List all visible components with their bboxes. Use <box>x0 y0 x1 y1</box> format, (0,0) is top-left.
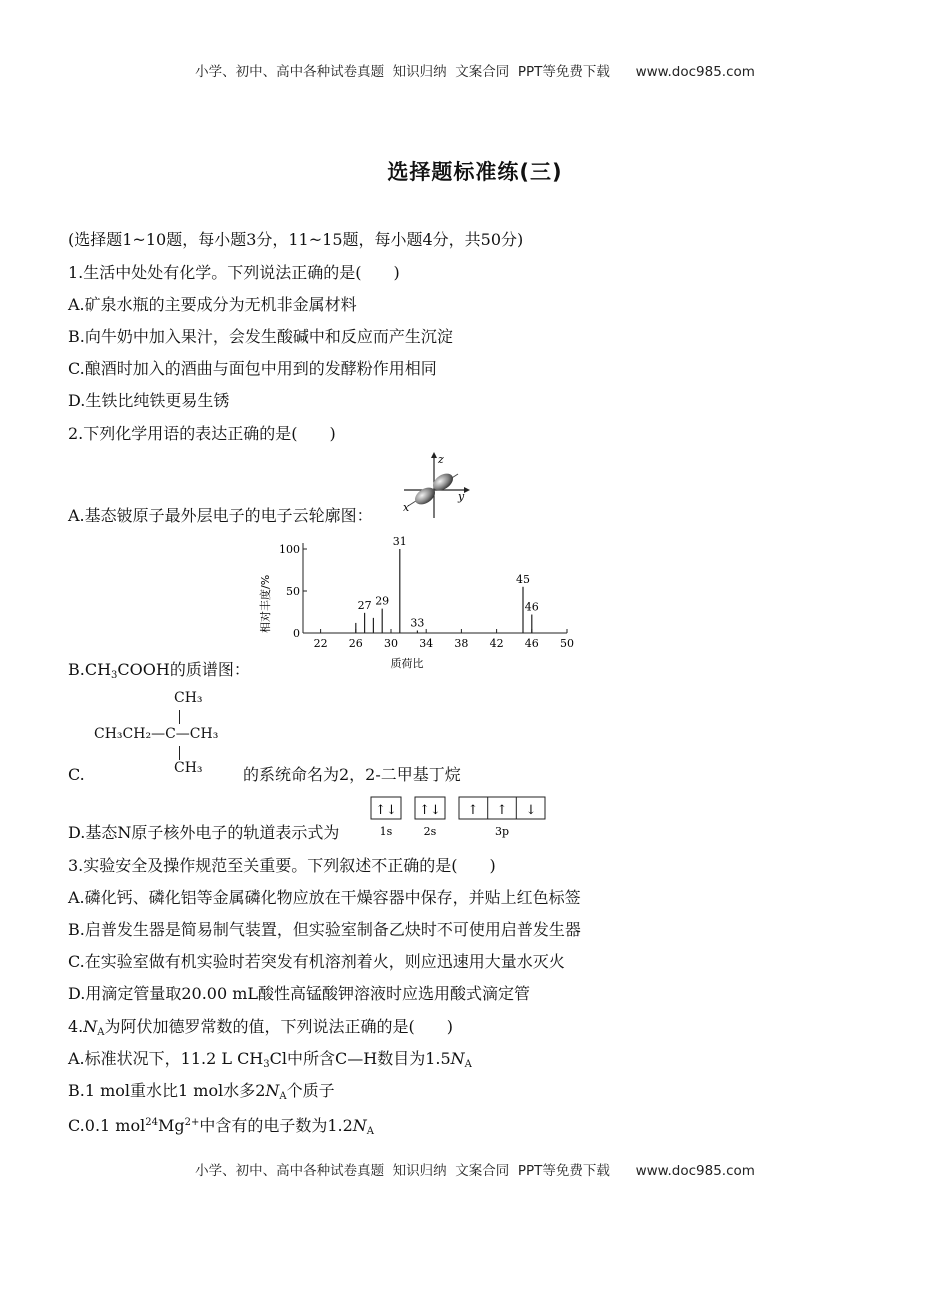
q4-b-post: 个质子 <box>286 1081 335 1100</box>
x-tick-label: 50 <box>560 637 574 650</box>
q4-c-mid: Mg <box>157 1116 185 1135</box>
q2-option-d: D.基态N原子核外电子的轨道表示式为 <box>68 823 340 842</box>
box-3p-2: ↑ <box>496 803 508 818</box>
structure-top-bond <box>179 710 180 724</box>
chart-axes <box>303 543 567 633</box>
q4-na-sub: A <box>97 1027 105 1038</box>
y-tick-label: 50 <box>286 585 300 598</box>
x-tick-label: 46 <box>524 637 539 650</box>
axis-x-label: x <box>403 501 410 514</box>
box-1s: ↑↓ <box>375 803 397 818</box>
chart-bars <box>356 549 532 633</box>
q4-number: 4. <box>68 1017 84 1036</box>
axis-y-label: y <box>458 490 465 503</box>
q4-a-sub: 3 <box>263 1059 270 1070</box>
q3-option-b: B.启普发生器是简易制气装置，但实验室制备乙炔时不可使用启普发生器 <box>68 920 581 939</box>
q1-stem: 1.生活中处处有化学。下列说法正确的是( ) <box>68 263 400 282</box>
q4-b-na: N <box>265 1081 280 1100</box>
q4-a-pre: A.标准状况下，11.2 L CH <box>68 1049 264 1068</box>
x-tick-label: 34 <box>419 637 434 650</box>
q2-b-suffix: COOH的质谱图： <box>117 660 250 679</box>
structure-top: CH₃ <box>174 690 203 706</box>
x-tick-label: 30 <box>384 637 398 650</box>
x-tick-label: 26 <box>348 637 363 650</box>
q1-option-d: D.生铁比纯铁更易生锈 <box>68 391 230 410</box>
q4-a-na: N <box>450 1049 465 1068</box>
page-header: 小学、初中、高中各种试卷真题 知识归纳 文案合同 PPT等免费下载 www.doc985.com <box>195 64 755 80</box>
instructions: (选择题1~10题，每小题3分，11~15题，每小题4分，共50分) <box>68 230 524 249</box>
q1-option-c: C.酿酒时加入的酒曲与面包中用到的发酵粉作用相同 <box>68 359 437 378</box>
q4-stem-rest: 为阿伏加德罗常数的值，下列说法正确的是( ) <box>104 1017 453 1036</box>
peak-label: 31 <box>392 535 407 548</box>
q4-c-na-sub: A <box>366 1126 375 1137</box>
label-1s: 1s <box>379 825 393 838</box>
q4-b-pre: B.1 mol重水比1 mol水多2 <box>68 1081 266 1100</box>
q1-option-a: A.矿泉水瓶的主要成分为无机非金属材料 <box>68 295 357 314</box>
peak-label: 33 <box>410 616 425 630</box>
q4-c-na: N <box>352 1116 367 1135</box>
orbital-box-diagram <box>370 796 550 840</box>
q3-stem: 3.实验安全及操作规范至关重要。下列叙述不正确的是( ) <box>68 856 496 875</box>
q4-na: N <box>83 1017 98 1036</box>
x-tick-label: 42 <box>489 637 504 650</box>
q4-option-b <box>68 1081 335 1107</box>
axis-z-label: z <box>438 453 444 466</box>
q2-stem: 2.下列化学用语的表达正确的是( ) <box>68 424 336 443</box>
peak-label: 46 <box>524 600 539 614</box>
q4-a-mid: Cl中所含C—H数目为1.5 <box>269 1049 451 1068</box>
box-2s: ↑↓ <box>419 803 441 818</box>
q4-c-pre: C.0.1 mol <box>68 1116 146 1135</box>
structure-chain: CH₃CH₂—C—CH₃ <box>94 726 219 742</box>
chart-xlabel: 质荷比 <box>390 657 424 670</box>
q3-option-a: A.磷化钙、磷化铝等金属磷化物应放在干燥容器中保存，并贴上红色标签 <box>68 888 581 907</box>
page-title: 选择题标准练(三) <box>387 160 563 184</box>
q4-stem <box>68 1017 453 1043</box>
y-tick-label: 100 <box>279 543 300 556</box>
structure-bottom: CH₃ <box>174 760 203 776</box>
box-3p-3: ↓ <box>525 803 537 818</box>
box-3p-1: ↑ <box>467 803 479 818</box>
q2-b-sub: 3 <box>111 670 118 681</box>
q4-b-na-sub: A <box>279 1091 287 1102</box>
q4-option-c <box>68 1113 374 1142</box>
label-2s: 2s <box>423 825 437 838</box>
p-orbital-figure <box>398 450 478 522</box>
q3-option-c: C.在实验室做有机实验时若突发有机溶剂着火，则应迅速用大量水灭火 <box>68 952 565 971</box>
q1-option-b: B.向牛奶中加入果汁，会发生酸碱中和反应而产生沉淀 <box>68 327 453 346</box>
q2-b-prefix: B.CH <box>68 660 112 679</box>
q4-option-a <box>68 1049 472 1075</box>
q4-c-sup1: 24 <box>145 1117 158 1128</box>
y-tick-label: 0 <box>293 627 300 640</box>
mass-spectrum-chart <box>255 533 575 673</box>
structural-formula <box>92 690 242 780</box>
peak-label: 45 <box>516 572 530 586</box>
peak-label: 29 <box>375 594 390 608</box>
q2-option-b <box>68 660 250 686</box>
q2-option-c-label: C. <box>68 765 85 784</box>
q4-c-post: 中含有的电子数为1.2 <box>199 1116 353 1135</box>
q3-option-d: D.用滴定管量取20.00 mL酸性高锰酸钾溶液时应选用酸式滴定管 <box>68 984 531 1003</box>
x-tick-label: 38 <box>454 637 469 650</box>
x-tick-label: 22 <box>313 637 328 650</box>
structure-bottom-bond <box>179 746 180 760</box>
chart-ylabel: 相对丰度/% <box>259 574 272 633</box>
label-3p: 3p <box>494 825 510 838</box>
q2-option-c-text: 的系统命名为2，2-二甲基丁烷 <box>243 765 461 784</box>
q4-a-na-sub: A <box>464 1059 472 1070</box>
peak-label: 27 <box>357 598 372 612</box>
page-footer: 小学、初中、高中各种试卷真题 知识归纳 文案合同 PPT等免费下载 www.doc985.com <box>195 1163 755 1179</box>
q2-option-a: A.基态铍原子最外层电子的电子云轮廓图： <box>68 506 373 525</box>
q4-c-sup2: 2+ <box>184 1117 200 1128</box>
